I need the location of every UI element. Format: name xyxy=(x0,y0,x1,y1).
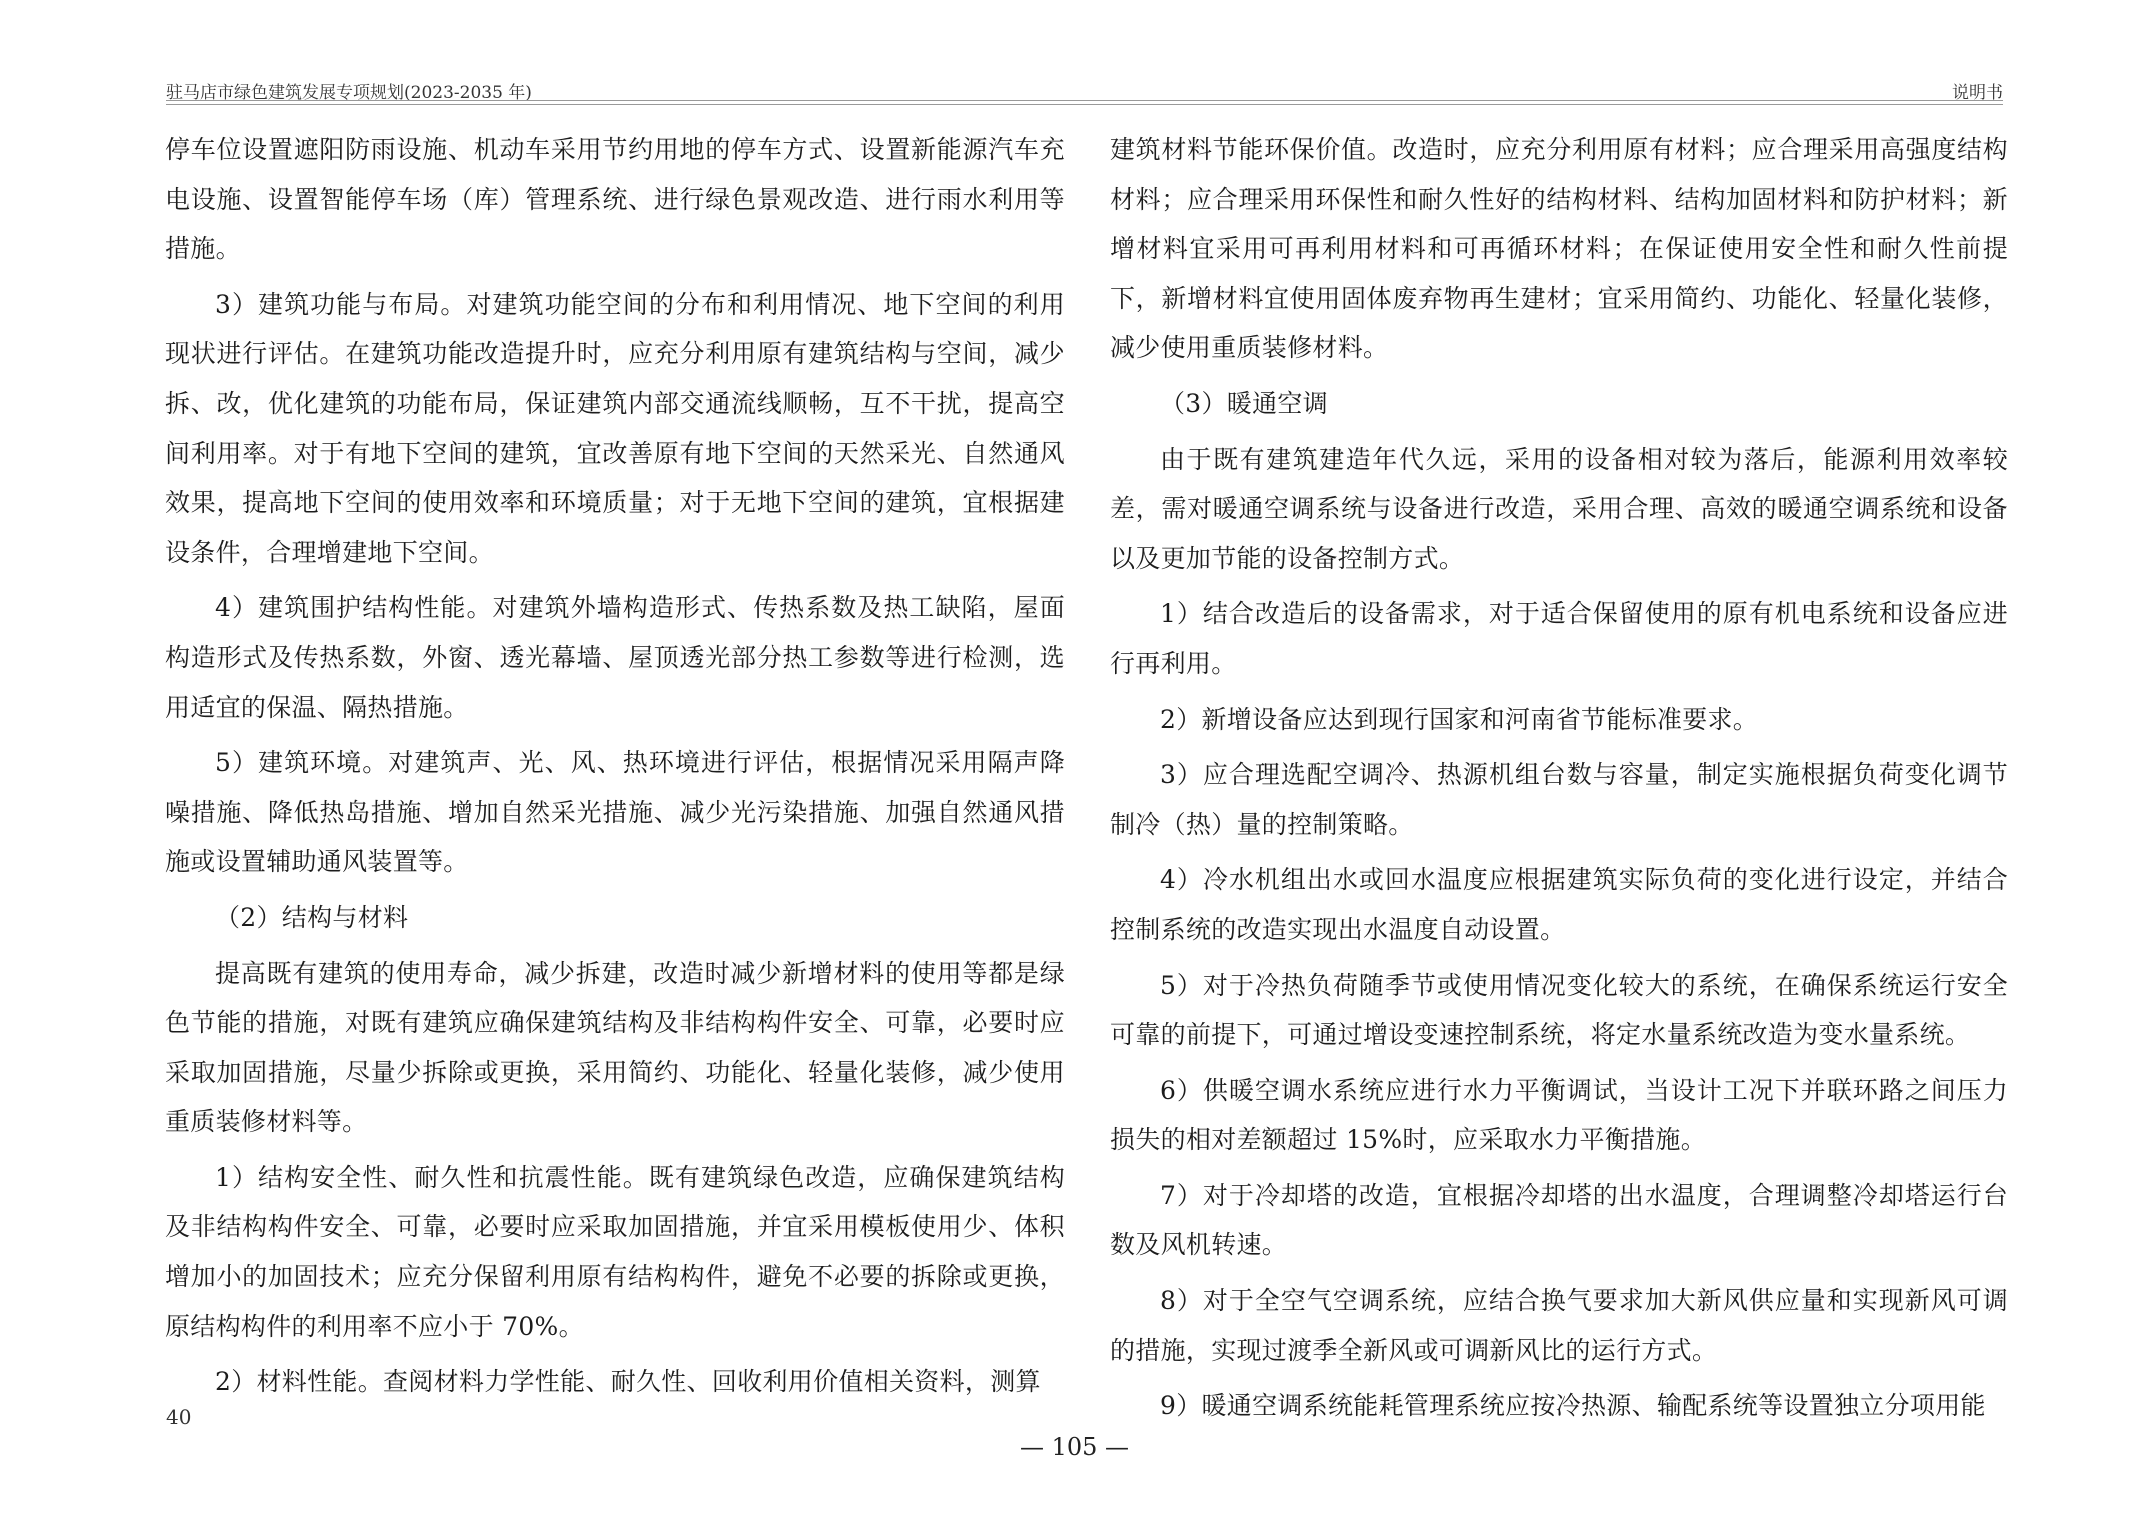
document-header-section: 说明书 xyxy=(1952,83,2003,103)
body-paragraph: 9）暖通空调系统能耗管理系统应按冷热源、输配系统等设置独立分项用能 xyxy=(1160,1391,1986,1421)
body-paragraph: 由于既有建筑建造年代久远，采用的设备相对较为落后，能源利用效率较差，需对暖通空调系统与设备进行改造，采用合理、高效的暖通空调系统和设备以及更加节能的设备控制方式。 xyxy=(1110,444,2008,573)
document-header-title: 驻马店市绿色建筑发展专项规划(2023-2035 年) xyxy=(166,83,532,103)
right-text-column xyxy=(1110,125,2008,1437)
body-paragraph: 1）结合改造后的设备需求，对于适合保留使用的原有机电系统和设备应进行再利用。 xyxy=(1110,599,2008,678)
header-rule-bottom xyxy=(166,104,2003,105)
body-paragraph: 提高既有建筑的使用寿命，减少拆建，改造时减少新增材料的使用等都是绿色节能的措施，对既有建筑应确保建筑结构及非结构构件安全、可靠，必要时应采取加固措施，尽量少拆除或更换，采用简约、功能化、轻量化装修，减少使用重质装修材料等。 xyxy=(165,958,1065,1137)
body-paragraph: 4）冷水机组出水或回水温度应根据建筑实际负荷的变化进行设定，并结合控制系统的改造实现出水温度自动设置。 xyxy=(1110,865,2008,944)
section-heading: （2）结构与材料 xyxy=(215,902,409,932)
body-paragraph: 建筑材料节能环保价值。改造时，应充分利用原有材料；应合理采用高强度结构材料；应合理采用环保性和耐久性好的结构材料、结构加固材料和防护材料；新增材料宜采用可再利用材料和可再循环材料；在保证使用安全性和耐久性前提下，新增材料宜使用固体废弃物再生建材；宜采用简约、功能化、轻量化装修，减少使用重质装修材料。 xyxy=(1110,135,2008,363)
left-text-column xyxy=(165,125,1065,1413)
body-paragraph: 3）建筑功能与布局。对建筑功能空间的分布和利用情况、地下空间的利用现状进行评估。在建筑功能改造提升时，应充分利用原有建筑结构与空间，减少拆、改，优化建筑的功能布局，保证建筑内部交通流线顺畅，互不干扰，提高空间利用率。对于有地下空间的建筑，宜改善原有地下空间的天然采光、自然通风效果，提高地下空间的使用效率和环境质量；对于无地下空间的建筑，宜根据建设条件，合理增建地下空间。 xyxy=(165,289,1065,567)
body-paragraph: 5）建筑环境。对建筑声、光、风、热环境进行评估，根据情况采用隔声降噪措施、降低热岛措施、增加自然采光措施、减少光污染措施、加强自然通风措施或设置辅助通风装置等。 xyxy=(165,748,1065,877)
body-paragraph: 停车位设置遮阳防雨设施、机动车采用节约用地的停车方式、设置新能源汽车充电设施、设置智能停车场（库）管理系统、进行绿色景观改造、进行雨水利用等措施。 xyxy=(165,135,1065,264)
body-paragraph: 4）建筑围护结构性能。对建筑外墙构造形式、传热系数及热工缺陷，屋面构造形式及传热系数，外窗、透光幕墙、屋顶透光部分热工参数等进行检测，选用适宜的保温、隔热措施。 xyxy=(165,593,1065,722)
body-paragraph: 2）材料性能。查阅材料力学性能、耐久性、回收利用价值相关资料，测算 xyxy=(215,1367,1041,1397)
body-paragraph: 3）应合理选配空调冷、热源机组台数与容量，制定实施根据负荷变化调节制冷（热）量的控制策略。 xyxy=(1110,760,2008,839)
body-paragraph: 5）对于冷热负荷随季节或使用情况变化较大的系统，在确保系统运行安全可靠的前提下，可通过增设变速控制系统，将定水量系统改造为变水量系统。 xyxy=(1110,970,2008,1050)
body-paragraph: 7）对于冷却塔的改造，宜根据冷却塔的出水温度，合理调整冷却塔运行台数及风机转速。 xyxy=(1110,1180,2008,1260)
body-paragraph: 1）结构安全性、耐久性和抗震性能。既有建筑绿色改造，应确保建筑结构及非结构构件安全、可靠，必要时应采取加固措施，并宜采用模板使用少、体积增加小的加固技术；应充分保留利用原有结构构件，避免不必要的拆除或更换，原结构构件的利用率不应小于 70%。 xyxy=(165,1162,1065,1341)
body-paragraph: 2）新增设备应达到现行国家和河南省节能标准要求。 xyxy=(1160,704,1759,734)
center-page-number: — 105 — xyxy=(1019,1433,1130,1461)
header-rule-top xyxy=(166,100,2003,101)
left-page-number: 40 xyxy=(166,1405,192,1429)
section-heading: （3）暖通空调 xyxy=(1160,388,1329,418)
body-paragraph: 6）供暖空调水系统应进行水力平衡调试，当设计工况下并联环路之间压力损失的相对差额超过 15%时，应采取水力平衡措施。 xyxy=(1110,1075,2008,1155)
body-paragraph: 8）对于全空气空调系统，应结合换气要求加大新风供应量和实现新风可调的措施，实现过渡季全新风或可调新风比的运行方式。 xyxy=(1110,1286,2008,1365)
